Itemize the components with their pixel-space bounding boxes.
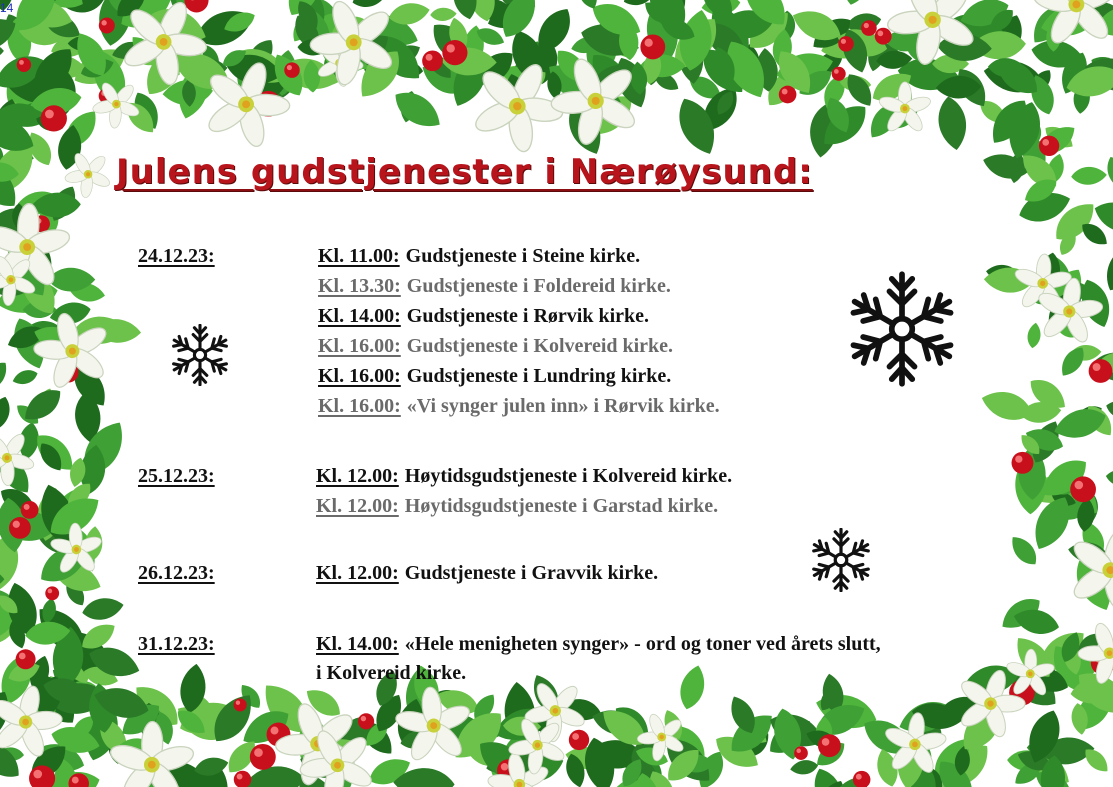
snowflake-icon (169, 324, 231, 386)
service-line (318, 364, 671, 388)
service-time: Kl. 16.00: (318, 365, 401, 387)
service-time: Kl. 12.00: (316, 562, 399, 584)
service-line (316, 632, 881, 656)
service-line-continuation: i Kolvereid kirke. (316, 662, 467, 684)
service-text: Gudstjeneste i Foldereid kirke. (406, 275, 671, 297)
page-title: Julens gudstjenester i Nærøysund: (116, 152, 813, 192)
date-31-12: 31.12.23: (138, 633, 215, 655)
service-line (318, 304, 649, 328)
service-time: Kl. 16.00: (318, 395, 401, 417)
service-line (316, 561, 658, 585)
service-line (318, 274, 671, 298)
service-line (318, 244, 640, 268)
service-time: Kl. 14.00: (316, 633, 399, 655)
service-time: Kl. 11.00: (318, 245, 400, 267)
service-text: Gudstjeneste i Lundring kirke. (406, 365, 672, 387)
service-time: Kl. 14.00: (318, 305, 401, 327)
date-24-12: 24.12.23: (138, 245, 215, 267)
service-text: Høytidsgudstjeneste i Kolvereid kirke. (404, 465, 733, 487)
service-text: Gudstjeneste i Rørvik kirke. (406, 305, 649, 327)
snowflake-icon (845, 267, 959, 391)
service-text: «Hele menigheten synger» - ord og toner ved årets slutt, (404, 633, 881, 655)
service-time: Kl. 16.00: (318, 335, 401, 357)
service-time: Kl. 12.00: (316, 465, 399, 487)
service-text: Gudstjeneste i Steine kirke. (405, 245, 641, 267)
service-line (316, 464, 732, 488)
service-time: Kl. 13.30: (318, 275, 401, 297)
service-text: Gudstjeneste i Gravvik kirke. (404, 562, 659, 584)
service-time: Kl. 12.00: (316, 495, 399, 517)
service-text: «Vi synger julen inn» i Rørvik kirke. (406, 395, 720, 417)
service-text: Høytidsgudstjeneste i Garstad kirke. (404, 495, 719, 517)
page-number: 14 (0, 1, 14, 15)
date-26-12: 26.12.23: (138, 562, 215, 584)
date-25-12: 25.12.23: (138, 465, 215, 487)
service-line (318, 394, 720, 418)
service-text: Gudstjeneste i Kolvereid kirke. (406, 335, 674, 357)
snowflake-icon (809, 528, 873, 592)
service-line (316, 494, 718, 518)
service-line (318, 334, 673, 358)
